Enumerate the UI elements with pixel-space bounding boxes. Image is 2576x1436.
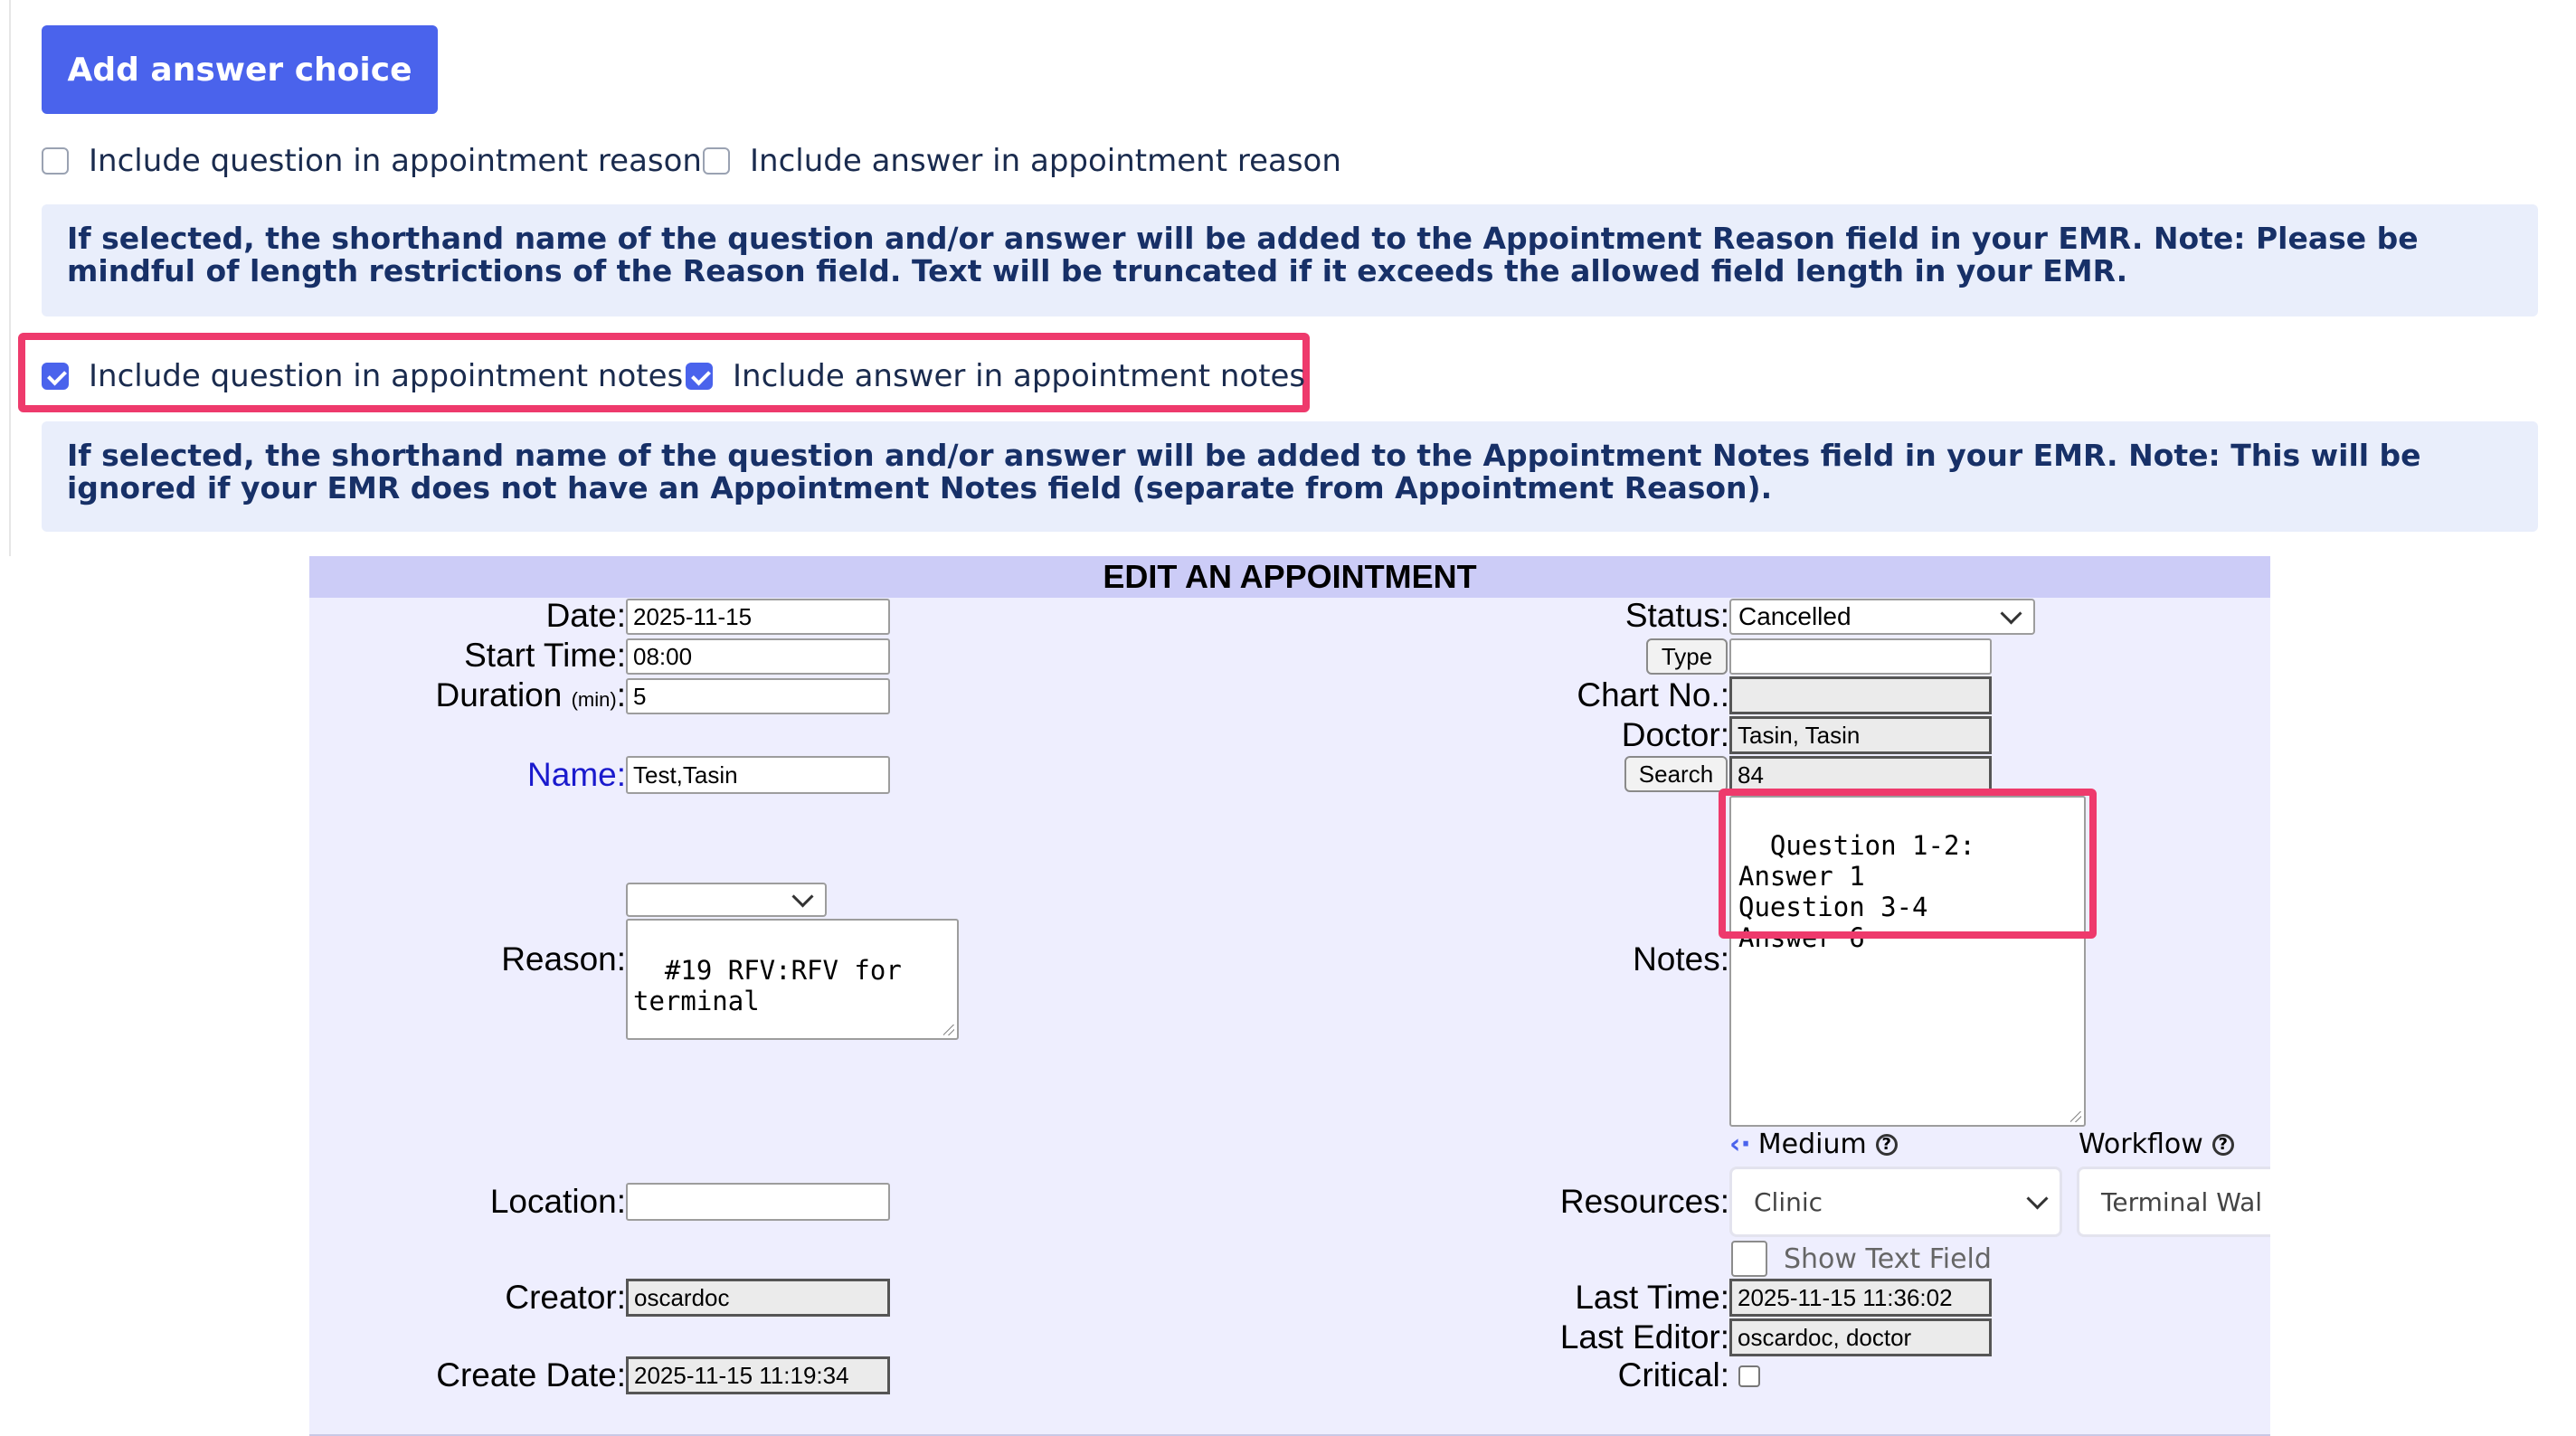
panel-left-border [9, 0, 11, 556]
type-button[interactable]: Type [1646, 638, 1728, 675]
last-time-field: 2025-11-15 11:36:02 [1729, 1279, 1992, 1317]
notes-highlight [1719, 789, 2097, 939]
start-time-label: Start Time: [464, 637, 626, 674]
notes-label: Notes: [1633, 940, 1729, 978]
resize-handle-icon[interactable] [943, 1025, 954, 1035]
notes-info-box [42, 421, 2538, 532]
notes-info-text: If selected, the shorthand name of the question and/or answer will be added to the Appointment Notes field in your EMR. Note: This will be ignored if your EMR does not have an Appointment Notes field (separate from Appointment Reason). [67, 438, 2421, 505]
notes-textarea[interactable]: Question 1-2: Answer 1 Question 3-4 Answer 6 [1729, 796, 2086, 1127]
chevron-down-icon [791, 885, 813, 907]
show-text-field-option[interactable]: Show Text Field [1731, 1241, 1992, 1277]
reason-question-label: Include question in appointment reason [89, 143, 702, 179]
help-icon[interactable]: ? [1876, 1134, 1898, 1156]
chevron-down-icon [2000, 602, 2022, 624]
notes-answer-label: Include answer in appointment notes [733, 358, 1306, 394]
date-input[interactable]: 2025-11-15 [626, 599, 890, 635]
reason-info-box [42, 204, 2538, 316]
reason-answer-checkbox[interactable] [703, 147, 730, 175]
date-label: Date: [545, 597, 626, 634]
create-date-label: Create Date: [436, 1356, 626, 1393]
status-select[interactable]: Cancelled [1729, 599, 2035, 635]
reason-info-text: If selected, the shorthand name of the question and/or answer will be added to the Appointment Reason field in your EMR. Note: Please be mindful of length restrictions of the Reason field. Text will be truncated if it exceeds the allowed field length in your EMR. [67, 221, 2419, 288]
critical-checkbox[interactable] [1738, 1365, 1760, 1387]
last-time-label: Last Time: [1575, 1279, 1729, 1316]
duration-label: Duration (min): [435, 676, 626, 713]
show-text-field-checkbox[interactable] [1731, 1241, 1767, 1277]
doctor-label: Doctor: [1621, 716, 1729, 753]
search-button[interactable]: Search [1624, 756, 1728, 792]
reason-textarea[interactable]: #19 RFV:RFV for terminal [626, 919, 959, 1040]
start-time-input[interactable]: 08:00 [626, 638, 890, 675]
reason-answer-option[interactable] [703, 143, 1341, 179]
reason-select[interactable] [626, 883, 827, 917]
critical-label: Critical: [1617, 1356, 1729, 1393]
reason-question-option[interactable] [42, 143, 702, 179]
name-label: Name: [527, 756, 626, 793]
notes-question-option[interactable] [42, 358, 683, 394]
resources-medium-select[interactable]: Clinic [1729, 1167, 2062, 1237]
last-editor-label: Last Editor: [1559, 1318, 1729, 1356]
creator-field: oscardoc [626, 1279, 890, 1317]
back-arrow-icon[interactable]: ‹· [1729, 1129, 1751, 1160]
workflow-heading: Workflow ? [2079, 1129, 2234, 1160]
status-label: Status: [1624, 597, 1729, 634]
resources-label: Resources: [1559, 1183, 1729, 1220]
notes-question-label: Include question in appointment notes [89, 358, 684, 394]
chart-no-field [1729, 676, 1992, 714]
type-input[interactable] [1729, 638, 1992, 675]
location-label: Location: [489, 1183, 626, 1220]
medium-heading: ‹· Medium ? [1729, 1129, 1898, 1160]
form-title: EDIT AN APPOINTMENT [309, 556, 2270, 598]
create-date-field: 2025-11-15 11:19:34 [626, 1356, 890, 1394]
creator-label: Creator: [505, 1279, 626, 1316]
name-input[interactable]: Test,Tasin [626, 756, 890, 794]
resize-handle-icon[interactable] [2070, 1111, 2081, 1122]
doctor-field: Tasin, Tasin [1729, 716, 1992, 754]
notes-answer-checkbox[interactable] [686, 363, 713, 390]
help-icon[interactable]: ? [2212, 1134, 2234, 1156]
last-editor-field: oscardoc, doctor [1729, 1318, 1992, 1356]
duration-input[interactable]: 5 [626, 678, 890, 714]
doctor-number-field: 84 [1729, 756, 1992, 794]
add-answer-choice-button[interactable]: Add answer choice [42, 25, 438, 114]
notes-answer-option[interactable] [686, 358, 1305, 394]
notes-question-checkbox[interactable] [42, 363, 69, 390]
resources-workflow-select[interactable]: Terminal Wal [2077, 1167, 2270, 1237]
reason-answer-label: Include answer in appointment reason [750, 143, 1341, 179]
reason-label: Reason: [501, 940, 626, 978]
reason-question-checkbox[interactable] [42, 147, 69, 175]
chevron-down-icon [2026, 1187, 2048, 1209]
location-input[interactable] [626, 1183, 890, 1221]
chart-no-label: Chart No.: [1577, 676, 1729, 713]
